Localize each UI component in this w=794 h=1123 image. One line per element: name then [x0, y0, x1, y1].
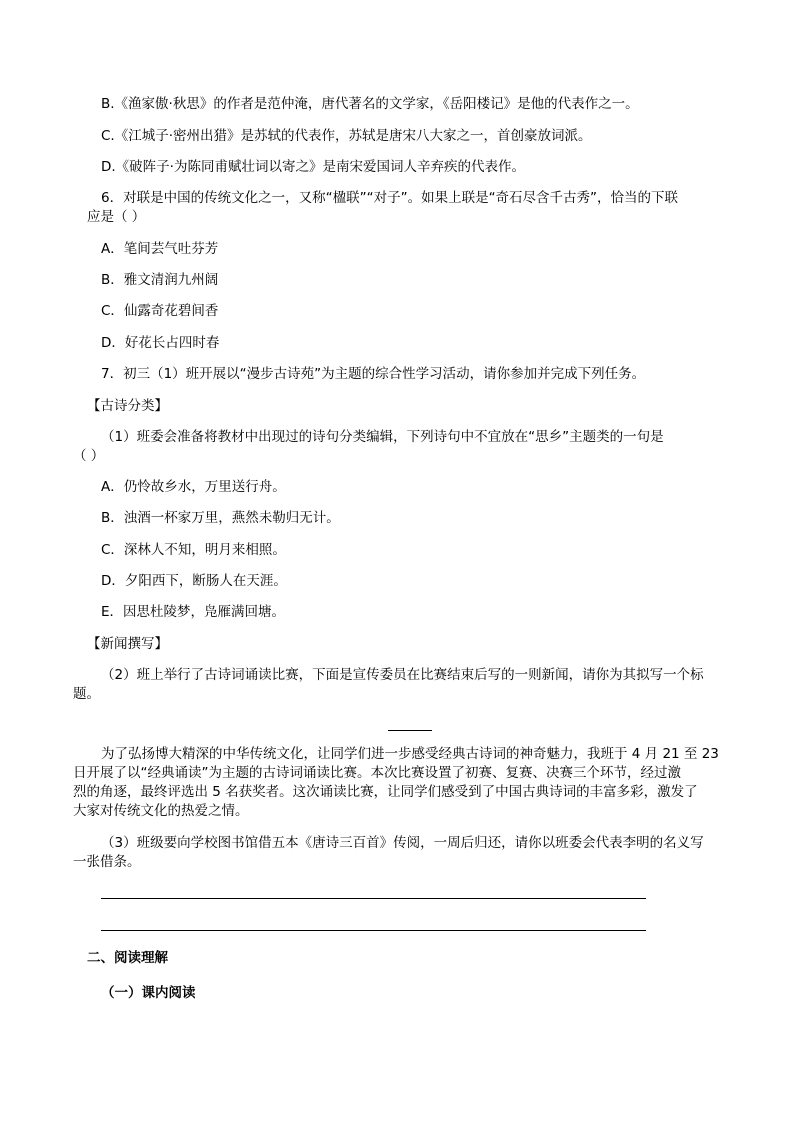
answer-line-1[interactable]	[101, 898, 646, 899]
q6-option-b: B．雅文清润九州阔	[101, 272, 219, 288]
q6-option-d: D．好花长占四时春	[101, 335, 220, 351]
q7-section-news-title: 【新闻撰写】	[87, 636, 168, 652]
q6-option-c: C．仙露奇花碧间香	[101, 303, 219, 319]
q7-section-classify-title: 【古诗分类】	[87, 398, 168, 414]
news-paragraph-line3: 烈的角逐，最终评选出 5 名获奖者。这次诵读比赛，让同学们感受到了中国古典诗词的丰富多彩，激发了	[73, 784, 698, 800]
q7-stem: 7．初三（1）班开展以“漫步古诗苑”为主题的综合性学习活动，请你参加并完成下列任务。	[101, 366, 646, 382]
q7-sub1-option-b: B．浊酒一杯家万里，燕然未勒归无计。	[101, 510, 340, 526]
q5-option-d: D.《破阵子·为陈同甫赋壮词以寄之》是南宋爱国词人辛弃疾的代表作。	[101, 159, 525, 175]
answer-line-2[interactable]	[101, 930, 646, 931]
q6-stem-line1: 6．对联是中国的传统文化之一，又称“楹联”“对子”。如果上联是“奇石尽含千古秀”，恰当的下联	[101, 190, 679, 206]
q6-option-a: A．笔间芸气吐芬芳	[101, 241, 219, 257]
q7-sub1-line2: （ ）	[73, 448, 105, 464]
q7-sub1-option-e: E．因思杜陵梦，凫雁满回塘。	[101, 604, 286, 620]
q7-sub3-line1: （3）班级要向学校图书馆借五本《唐诗三百首》传阅，一周后归还，请你以班委会代表李明的名义写	[101, 835, 704, 851]
q7-sub1-option-a: A．仍怜故乡水，万里送行舟。	[101, 479, 286, 495]
q5-option-b: B.《渔家傲·秋思》的作者是范仲淹，唐代著名的文学家，《岳阳楼记》是他的代表作之一。	[101, 96, 639, 112]
q7-sub3-line2: 一张借条。	[73, 854, 141, 870]
q7-sub1-line1: （1）班委会准备将教材中出现过的诗句分类编辑，下列诗句中不宜放在“思乡”主题类的一句是	[101, 429, 664, 445]
q7-sub1-option-d: D．夕阳西下，断肠人在天涯。	[101, 573, 287, 589]
part2-title: 二、阅读理解	[87, 950, 168, 966]
q6-stem-line2: 应是（ ）	[87, 209, 146, 225]
news-paragraph-line4: 大家对传统文化的热爱之情。	[73, 803, 249, 819]
news-paragraph-line1: 为了弘扬博大精深的中华传统文化，让同学们进一步感受经典古诗词的神奇魅力，我班于 4 月 21 至 23	[101, 746, 719, 762]
q7-sub2-line1: （2）班上举行了古诗词诵读比赛，下面是宣传委员在比赛结束后写的一则新闻，请你为其拟写一个标	[101, 667, 704, 683]
q7-sub2-line2: 题。	[73, 686, 100, 702]
part2-subtitle: （一）课内阅读	[101, 985, 196, 1001]
q5-option-c: C.《江城子·密州出猎》是苏轼的代表作，苏轼是唐宋八大家之一，首创豪放词派。	[101, 128, 592, 144]
news-paragraph-line2: 日开展了以“经典诵读”为主题的古诗词诵读比赛。本次比赛设置了初赛、复赛、决赛三个环节，经过激	[73, 765, 681, 781]
news-title-blank[interactable]	[388, 730, 432, 731]
q7-sub1-option-c: C．深林人不知，明月来相照。	[101, 542, 286, 558]
